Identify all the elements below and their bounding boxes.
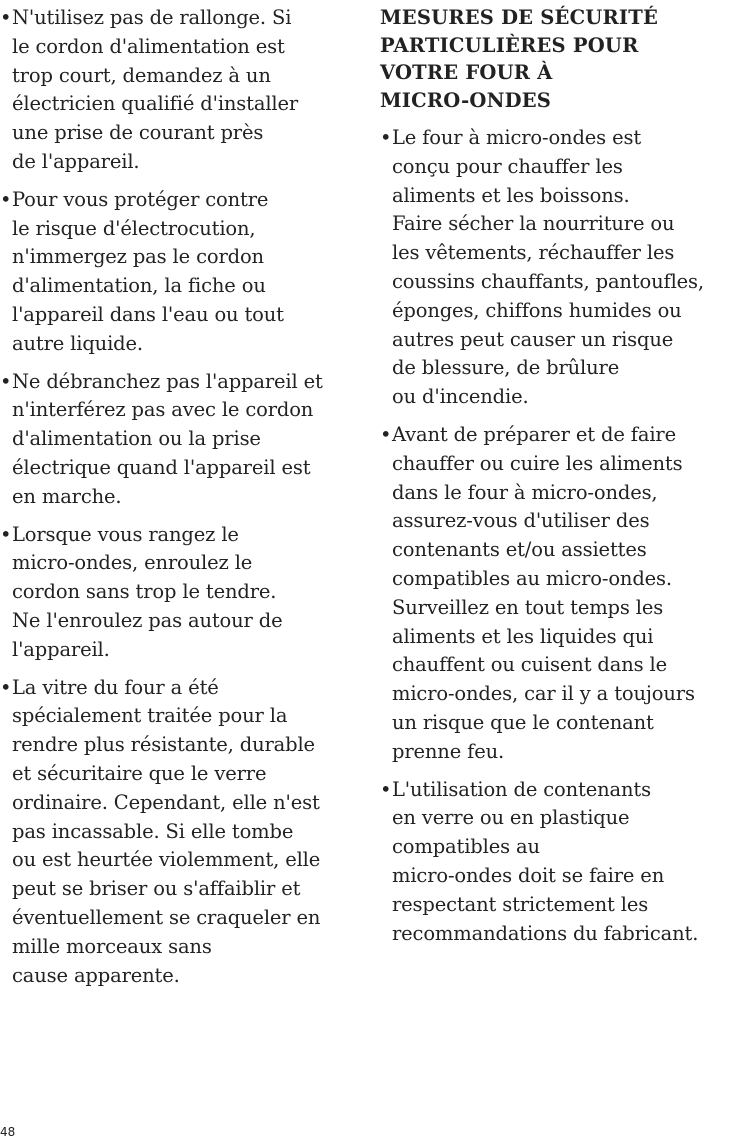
list-item-text: Lorsque vous rangez le micro-ondes, enroulez le cordon sans trop le tendre. Ne l'enroulez pas autour de l'appareil. [12,522,283,661]
right-column [380,4,731,957]
list-item-text: Avant de préparer et de faire chauffer ou cuire les aliments dans le four à micro-ondes, assurez-vous d'utiliser des contenants et/ou assiettes compatibles au micro-ondes. Surveillez en tout temps les aliments et les liquides qui chauffent ou cuisent dans le micro-ondes, car il y a toujours un risque que le contenant prenne feu. [392,422,695,763]
bullet-symbol: • [380,777,392,801]
list-item-text: Le four à micro-ondes est conçu pour chauffer les aliments et les boissons. Faire sécher la nourriture ou les vêtements, réchauffer les coussins chauffants, pantoufles, éponges, chiffons humides ou autres peut causer un risque de blessure, de brûlure ou d'incendie. [392,126,704,409]
bullet-symbol: • [380,126,392,149]
list-item-text: Pour vous protéger contre le risque d'électrocution, n'immergez pas le cordon d'alimentation, la fiche ou l'appareil dans l'eau ou tout autre liquide. [12,187,284,355]
list-item [0,521,352,665]
list-item [0,368,352,512]
bullet-symbol: • [0,522,12,546]
list-item [380,421,731,767]
bullet-symbol: • [380,422,392,446]
bullet-symbol: • [0,6,12,29]
bullet-symbol: • [0,369,12,393]
right-bullet-list [380,124,731,948]
list-item [380,124,731,412]
list-item-text: Ne débranchez pas l'appareil et n'interférez pas avec le cordon d'alimentation ou la prise électrique quand l'appareil est en marche. [12,369,323,508]
list-item [0,4,352,177]
bullet-symbol: • [0,675,12,699]
list-item-text: L'utilisation de contenants en verre ou en plastique compatibles au micro-ondes doit se faire en respectant strictement les recommandations du fabricant. [392,777,699,945]
left-column [0,4,352,999]
list-item-text: La vitre du four a été spécialement traitée pour la rendre plus résistante, durable et sécuritaire que le verre ordinaire. Cependant, elle n'est pas incassable. Si elle tombe ou est heurtée violemment, elle peut se briser ou s'affaiblir et éventuellement se craqueler en mille morceaux sans cause apparente. [12,675,321,987]
section-heading: MESURES DE SÉCURITÉ PARTICULIÈRES POUR VOTRE FOUR À MICRO-ONDES [380,6,659,112]
left-bullet-list [0,4,352,990]
bullet-symbol: • [0,187,12,211]
page-number: 48 [0,1125,16,1139]
list-item [0,186,352,359]
list-item [380,776,731,949]
list-item-text: N'utilisez pas de rallonge. Si le cordon d'alimentation est trop court, demandez à un électricien qualifié d'installer une prise de courant près de l'appareil. [12,6,299,173]
list-item [0,674,352,991]
